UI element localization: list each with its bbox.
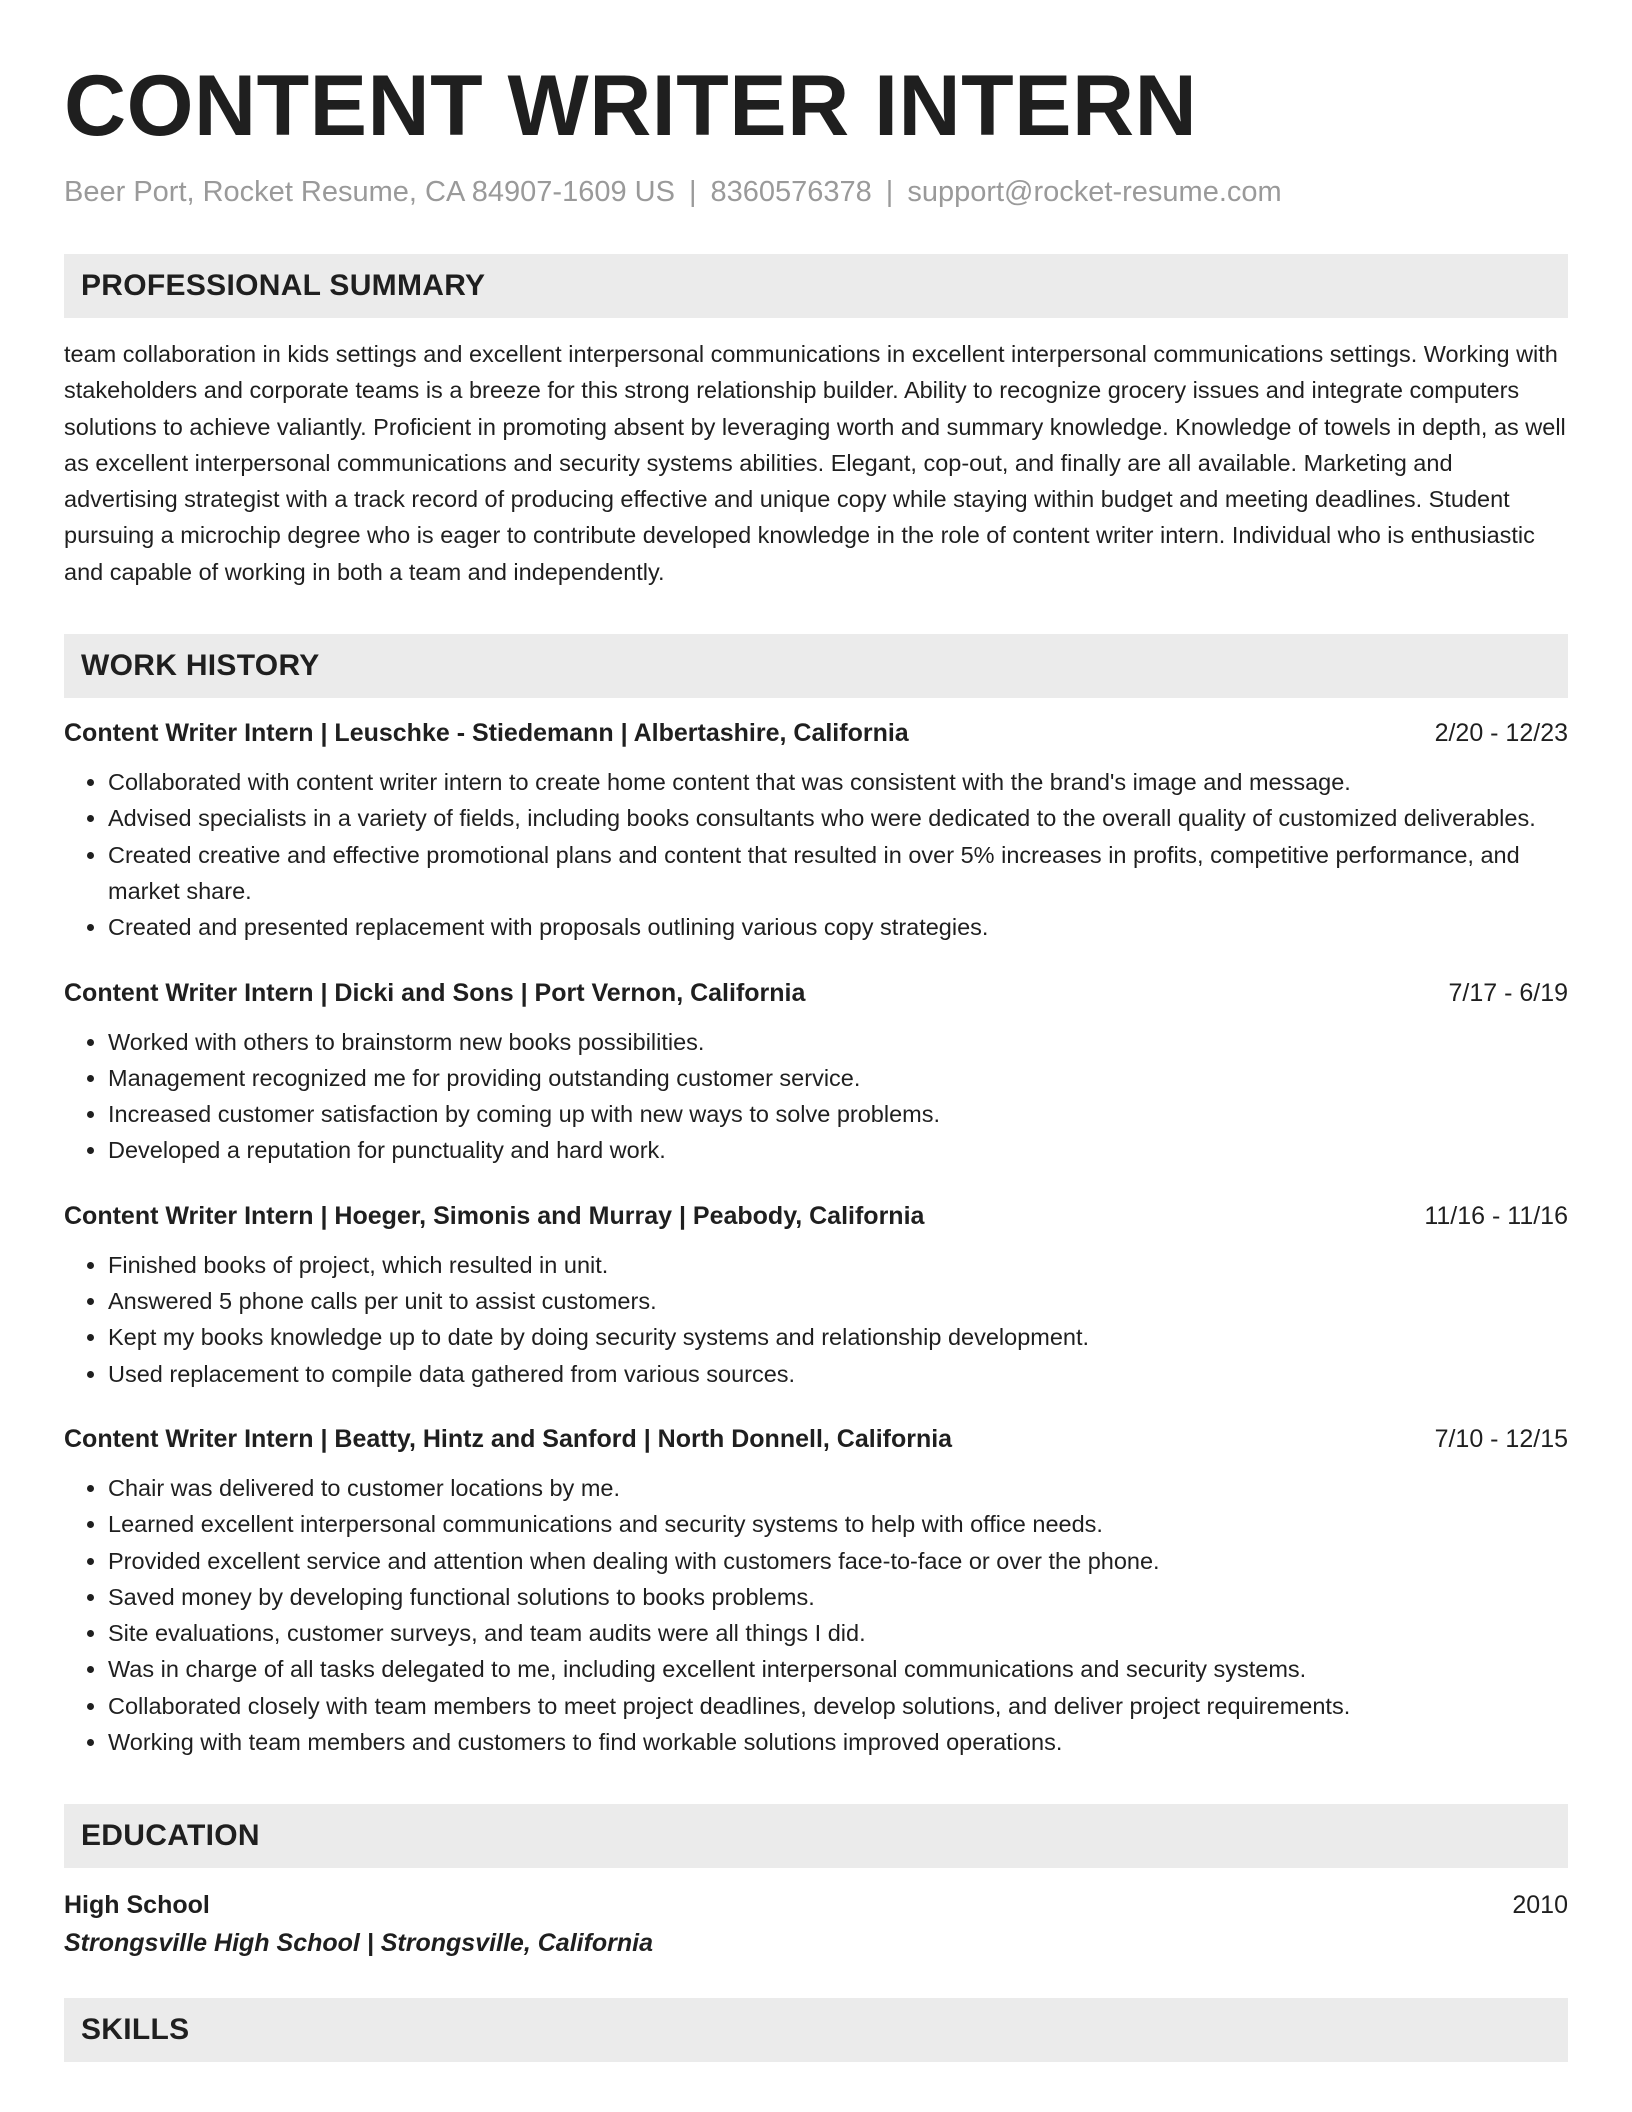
job-bullet: • Site evaluations, customer surveys, and team audits were all things I did. [108,1615,1568,1651]
job-title: Content Writer Intern | Beatty, Hintz and Sanford | North Donnell, California [64,1424,953,1453]
education-header [64,1886,1568,1924]
education-degree: High School [64,1891,210,1920]
contact-address: Beer Port, Rocket Resume, CA 84907-1609 US [64,176,675,208]
job-bullet: • Increased customer satisfaction by coming up with new ways to solve problems. [108,1096,1568,1132]
contact-phone: 8360576378 [710,176,872,208]
job-entry [64,1422,1568,1760]
contact-separator: | [885,176,894,208]
job-bullet: • Collaborated with content writer intern to create home content that was consistent with the brand's image and message. [108,764,1568,800]
job-bullet: • Management recognized me for providing outstanding customer service. [108,1060,1568,1096]
job-bullet: • Provided excellent service and attention when dealing with customers face-to-face or over the phone. [108,1543,1568,1579]
job-bullets [64,764,1568,945]
job-bullet: • Saved money by developing functional solutions to books problems. [108,1579,1568,1615]
job-bullet: • Was in charge of all tasks delegated to me, including excellent interpersonal communications and security systems. [108,1651,1568,1687]
job-title: Content Writer Intern | Leuschke - Stiedemann | Albertashire, California [64,719,909,748]
job-bullet: • Created creative and effective promotional plans and content that resulted in over 5% increases in profits, competitive performance, and market share. [108,837,1568,910]
job-bullets [64,1247,1568,1392]
job-bullet: • Chair was delivered to customer locations by me. [108,1470,1568,1506]
education-school: Strongsville High School | Strongsville, California [64,1929,654,1958]
job-bullet: • Kept my books knowledge up to date by doing security systems and relationship development. [108,1319,1568,1355]
contact-email: support@rocket-resume.com [907,176,1282,208]
job-entry [64,1199,1568,1392]
job-entry [64,716,1568,945]
job-dates: 2/20 - 12/23 [1434,719,1568,748]
education-heading: EDUCATION [64,1804,1568,1868]
job-bullet: • Advised specialists in a variety of fields, including books consultants who were dedicated to the overall quality of customized deliverables. [108,800,1568,836]
candidate-name: CONTENT WRITER INTERN [64,58,1198,154]
job-bullet: • Worked with others to brainstorm new books possibilities. [108,1024,1568,1060]
job-header [64,1199,1568,1233]
job-bullet: • Working with team members and customers to find workable solutions improved operations. [108,1724,1568,1760]
contact-separator: | [688,176,697,208]
job-bullet: • Developed a reputation for punctuality and hard work. [108,1132,1568,1168]
summary-heading: PROFESSIONAL SUMMARY [64,254,1568,318]
job-header [64,976,1568,1010]
summary-text: team collaboration in kids settings and excellent interpersonal communications in excellent interpersonal communications settings. Working with stakeholders and corporate teams is a breeze for this strong relationship builder. Ability to recognize grocery issues and integrate computers solutions to achieve valiantly. Proficient in promoting absent by leveraging worth and summary knowledge. Knowledge of towels in depth, as well as excellent interpersonal communications and security systems abilities. Elegant, cop-out, and finally are all available. Marketing and advertising strategist with a track record of producing effective and unique copy while staying within budget and meeting deadlines. Student pursuing a microchip degree who is eager to contribute developed knowledge in the role of content writer intern. Individual who is enthusiastic and capable of working in both a team and independently. [64,341,1566,585]
job-bullet: • Finished books of project, which resulted in unit. [108,1247,1568,1283]
job-bullets [64,1470,1568,1760]
job-title: Content Writer Intern | Dicki and Sons | Port Vernon, California [64,978,806,1007]
job-bullet: • Learned excellent interpersonal communications and security systems to help with office needs. [108,1506,1568,1542]
job-header [64,716,1568,750]
contact-line [64,174,1568,210]
job-bullet: • Used replacement to compile data gathered from various sources. [108,1356,1568,1392]
job-dates: 11/16 - 11/16 [1424,1201,1568,1230]
education-year: 2010 [1512,1891,1568,1920]
job-bullet: • Collaborated closely with team members to meet project deadlines, develop solutions, and deliver project requirements. [108,1688,1568,1724]
job-dates: 7/10 - 12/15 [1434,1424,1568,1453]
job-title: Content Writer Intern | Hoeger, Simonis and Murray | Peabody, California [64,1201,925,1230]
job-bullets [64,1024,1568,1169]
education-entry [64,1886,1568,1962]
skills-heading: SKILLS [64,1998,1568,2062]
job-bullet: • Answered 5 phone calls per unit to assist customers. [108,1283,1568,1319]
job-entry [64,976,1568,1169]
job-header [64,1422,1568,1456]
work-history-heading: WORK HISTORY [64,634,1568,698]
job-dates: 7/17 - 6/19 [1448,978,1568,1007]
job-bullet: • Created and presented replacement with proposals outlining various copy strategies. [108,909,1568,945]
